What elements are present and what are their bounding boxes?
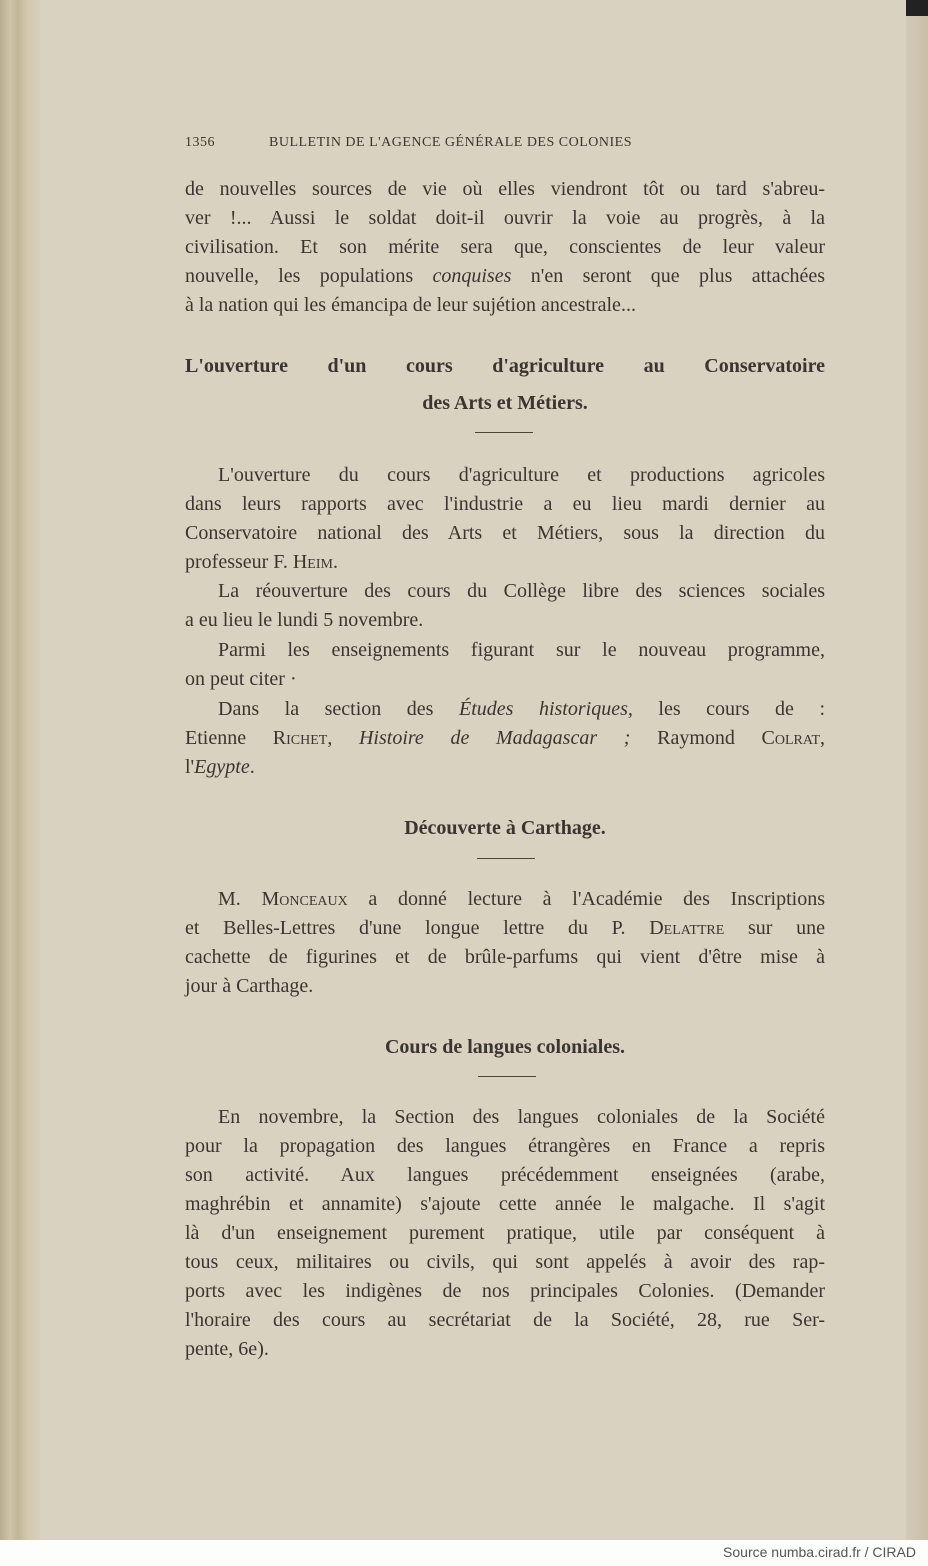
- scan-border: [906, 0, 928, 16]
- text-line: civilisation. Et son mérite sera que, conscientes de leur valeur: [185, 236, 825, 258]
- text-line: de nouvelles sources de vie où elles viendront tôt ou tard s'abreu-: [185, 178, 825, 200]
- section-title: des Arts et Métiers.: [422, 392, 588, 414]
- text-line: pente, 6e).: [185, 1338, 269, 1360]
- text: M.: [218, 888, 262, 910]
- text-line: [185, 887, 825, 911]
- name: Delattre: [649, 917, 725, 939]
- text-line: En novembre, la Section des langues coloniales de la Société: [218, 1106, 825, 1128]
- section-title: L'ouverture d'un cours d'agriculture au Conservatoire: [185, 355, 825, 377]
- text-line: [185, 264, 825, 288]
- text-line: l'horaire des cours au secrétariat de la Société, 28, rue Ser-: [185, 1309, 825, 1331]
- text: les cours de :: [658, 698, 825, 720]
- section-title: Cours de langues coloniales.: [384, 1036, 626, 1058]
- section-title: Découverte à Carthage.: [404, 817, 606, 839]
- text-line: pour la propagation des langues étrangères en France a repris: [185, 1135, 825, 1157]
- italic-text: Egypte: [194, 756, 250, 778]
- text: .: [249, 756, 255, 778]
- italic-text: Études historiques,: [459, 698, 633, 720]
- name: Monceaux: [261, 888, 348, 910]
- name: Colrat: [761, 727, 820, 749]
- divider: [478, 1076, 536, 1077]
- text-line: ver !... Aussi le soldat doit-il ouvrir la voie au progrès, à la: [185, 207, 825, 229]
- text-line: [185, 916, 825, 940]
- text: Etienne: [185, 727, 273, 749]
- running-header: [185, 131, 825, 155]
- text: nouvelle, les populations: [185, 265, 433, 287]
- text: l': [185, 756, 195, 778]
- text-line: [185, 550, 825, 574]
- divider: [475, 432, 533, 433]
- text-line: [185, 697, 825, 721]
- page-edge-right: [906, 16, 928, 1540]
- text: a donné lecture à l'Académie des Inscriptions: [347, 888, 825, 910]
- text-line: Conservatoire national des Arts et Métiers, sous la direction du: [185, 522, 825, 544]
- italic-text: Histoire de Madagascar ;: [358, 727, 631, 749]
- text-line: dans leurs rapports avec l'industrie a eu lieu mardi dernier au: [185, 493, 825, 515]
- text-line: maghrébin et annamite) s'ajoute cette année le malgache. Il s'agit: [185, 1193, 825, 1215]
- running-title: BULLETIN DE L'AGENCE GÉNÉRALE DES COLONIES: [269, 135, 632, 150]
- source-credit: Source numba.cirad.fr / CIRAD: [723, 1544, 916, 1560]
- text: n'en seront que plus attachées: [511, 265, 825, 287]
- text: ,: [327, 727, 359, 749]
- text-line: a eu lieu le lundi 5 novembre.: [185, 609, 424, 631]
- text-line: L'ouverture du cours d'agriculture et productions agricoles: [218, 464, 825, 486]
- text-line: son activité. Aux langues précédemment enseignées (arabe,: [185, 1164, 825, 1186]
- text: et Belles-Lettres d'une longue lettre du P.: [185, 917, 650, 939]
- divider: [477, 858, 535, 859]
- page-edge: [0, 0, 40, 1540]
- text-line: jour à Carthage.: [185, 975, 314, 997]
- text-line: cachette de figurines et de brûle-parfums qui vient d'être mise à: [185, 946, 825, 968]
- text: .: [332, 551, 338, 573]
- text-line: La réouverture des cours du Collège libre des sciences sociales: [218, 580, 825, 602]
- text-line: tous ceux, militaires ou civils, qui sont appelés à avoir des rap-: [185, 1251, 825, 1273]
- name: Richet: [272, 727, 328, 749]
- text-line: Parmi les enseignements figurant sur le nouveau programme,: [218, 639, 825, 661]
- text-line: [185, 755, 825, 779]
- text-line: là d'un enseignement purement pratique, utile par conséquent à: [185, 1222, 825, 1244]
- text-line: on peut citer ·: [185, 668, 297, 690]
- page-number: 1356: [185, 135, 215, 150]
- text: sur une: [724, 917, 825, 939]
- italic-text: conquises: [432, 265, 512, 287]
- text-line: à la nation qui les émancipa de leur sujétion ancestrale...: [185, 294, 636, 316]
- text: Raymond: [657, 727, 762, 749]
- text-line: ports avec les indigènes de nos principales Colonies. (Demander: [185, 1280, 825, 1302]
- text-line: Etienne Richet, Histoire de Madagascar ; Raymond Colrat,: [185, 727, 825, 749]
- text: Dans la section des: [218, 698, 459, 720]
- text: professeur F.: [185, 551, 293, 573]
- name: Heim: [292, 551, 333, 573]
